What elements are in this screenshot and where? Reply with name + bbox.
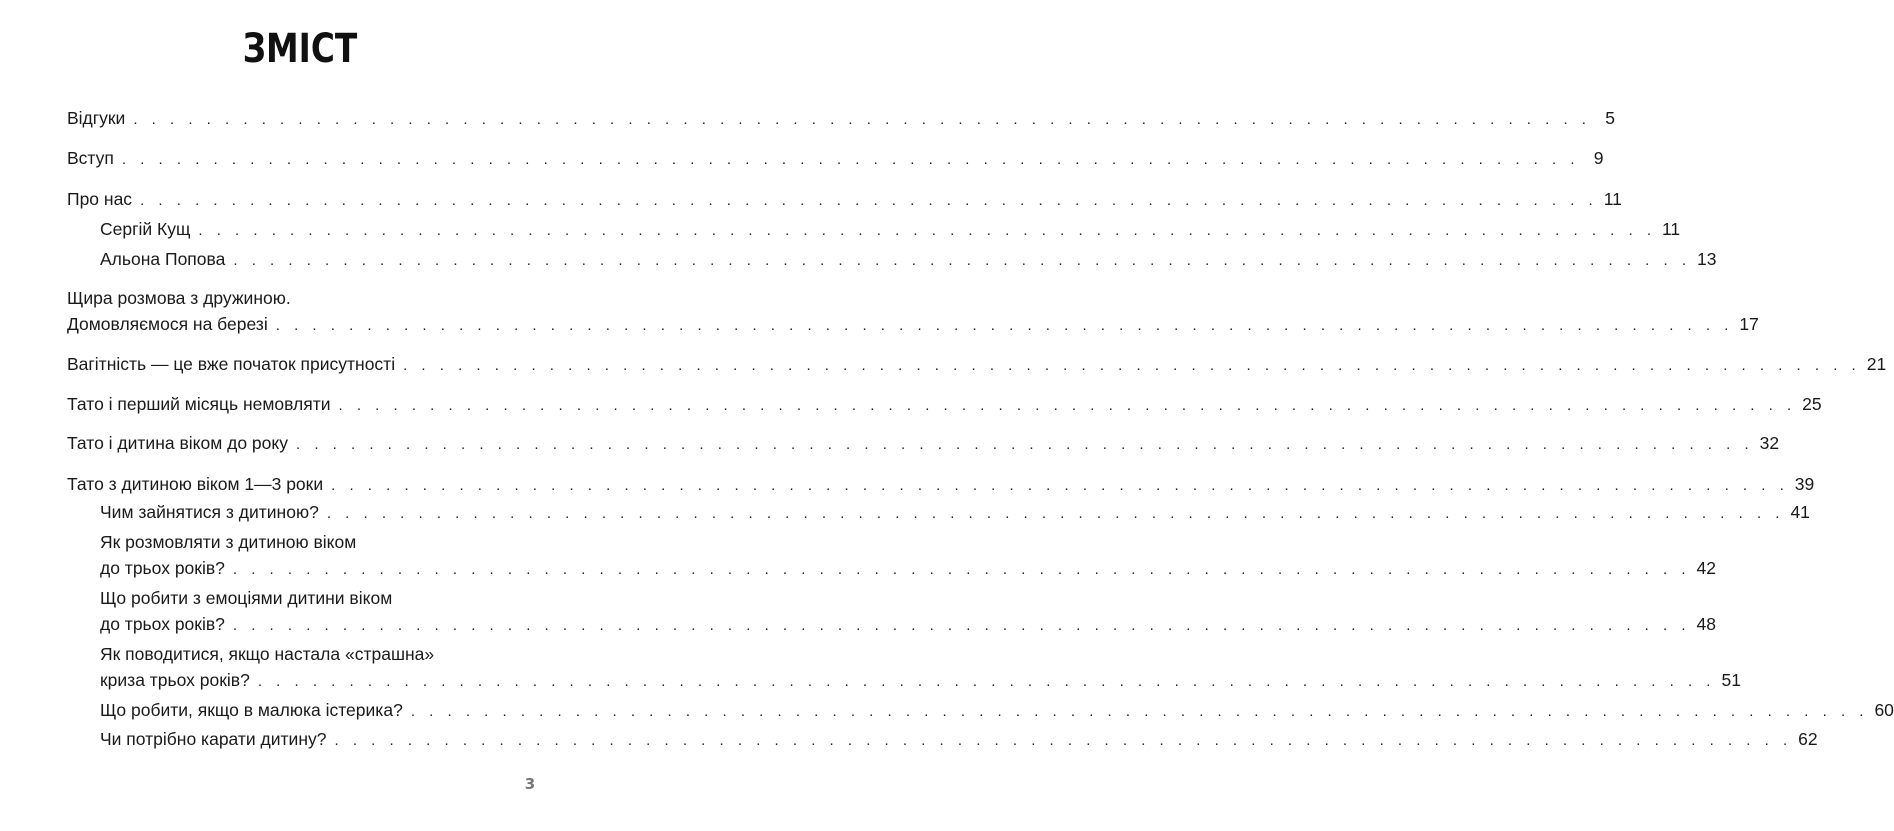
toc-line xyxy=(100,609,1716,639)
toc-line xyxy=(67,143,1604,173)
toc-line xyxy=(100,497,1810,527)
toc-entry-title: Тато і дитина віком до року xyxy=(67,433,288,453)
toc-page-number: 39 xyxy=(1794,474,1815,494)
dot-leader: . . . . . . . . . . . . . . . . . . . . . . . . . . . . . . . . . . . . . . . . . . . . . . . . . . . . . . . . . . . . . . . . . . . . . . . . . . . . . . . . xyxy=(121,151,1580,168)
dot-leader: . . . . . . . . . . . . . . . . . . . . . . . . . . . . . . . . . . . . . . . . . . . . . . . . . . . . . . . . . . . . . . . . . . . . . . . . . . . . . . . . xyxy=(334,732,1793,749)
toc-entry-title: Що робити з емоціями дитини віком xyxy=(100,588,393,608)
toc-line xyxy=(100,214,1681,244)
toc-page-number: 11 xyxy=(1662,219,1681,239)
toc-page-number: 51 xyxy=(1721,670,1741,690)
toc-entry-title: Сергій Кущ xyxy=(100,219,191,239)
toc-entry-title: криза трьох років? xyxy=(100,670,250,690)
toc-line xyxy=(100,244,1717,274)
toc-entry-title: Тато і перший місяць немовляти xyxy=(67,394,331,414)
dot-leader: . . . . . . . . . . . . . . . . . . . . . . . . . . . . . . . . . . . . . . . . . . . . . . . . . . . . . . . . . . . . . . . . . . . . . . . . . . . . . . . . xyxy=(403,357,1861,374)
dot-leader: . . . . . . . . . . . . . . . . . . . . . . . . . . . . . . . . . . . . . . . . . . . . . . . . . . . . . . . . . . . . . . . . . . . . . . . . . . . . . . . . xyxy=(338,397,1797,414)
toc-line xyxy=(67,428,1780,458)
toc-entry-title: до трьох років? xyxy=(100,558,225,578)
toc-page-number: 62 xyxy=(1798,729,1818,749)
toc-page-number: 42 xyxy=(1696,558,1716,578)
dot-leader: . . . . . . . . . . . . . . . . . . . . . . . . . . . . . . . . . . . . . . . . . . . . . . . . . . . . . . . . . . . . . . . . . . . . . . . . . . . . . . . . xyxy=(198,222,1656,239)
toc-line xyxy=(100,553,1716,583)
dot-leader: . . . . . . . . . . . . . . . . . . . . . . . . . . . . . . . . . . . . . . . . . . . . . . . . . . . . . . . . . . . . . . . . . . . . . . . . . . . . . . . . xyxy=(232,561,1691,578)
toc-entry-title: Альона Попова xyxy=(100,249,226,269)
page-title: ЗМІСТ xyxy=(242,26,358,72)
toc-line xyxy=(100,724,1818,754)
toc-page-number: 32 xyxy=(1759,433,1780,453)
toc-entry-title: до трьох років? xyxy=(100,614,225,634)
toc-line xyxy=(67,469,1815,499)
toc-entry-title: Що робити, якщо в малюка істерика? xyxy=(100,700,403,720)
toc-line xyxy=(67,389,1822,419)
toc-line xyxy=(67,309,1759,339)
dot-leader: . . . . . . . . . . . . . . . . . . . . . . . . . . . . . . . . . . . . . . . . . . . . . . . . . . . . . . . . . . . . . . . . . . . . . . . . . . . . . . . . xyxy=(326,505,1785,522)
dot-leader: . . . . . . . . . . . . . . . . . . . . . . . . . . . . . . . . . . . . . . . . . . . . . . . . . . . . . . . . . . . . . . . . . . . . . . . . . . . . . . . . xyxy=(140,192,1598,209)
toc-line xyxy=(100,665,1741,695)
toc-entry-title: Про нас xyxy=(67,189,133,209)
dot-leader: . . . . . . . . . . . . . . . . . . . . . . . . . . . . . . . . . . . . . . . . . . . . . . . . . . . . . . . . . . . . . . . . . . . . . . . . . . . . . . . . xyxy=(133,111,1591,128)
page-number: 3 xyxy=(524,775,536,793)
toc-page-number: 13 xyxy=(1697,249,1717,269)
toc-entry-title: Вагітність — це вже початок присутності xyxy=(67,354,396,374)
dot-leader: . . . . . . . . . . . . . . . . . . . . . . . . . . . . . . . . . . . . . . . . . . . . . . . . . . . . . . . . . . . . . . . . . . . . . . . . . . . . . . . . xyxy=(410,703,1869,720)
toc-page-number: 11 xyxy=(1603,189,1622,209)
toc-line xyxy=(67,349,1887,379)
toc-page-number: 48 xyxy=(1696,614,1716,634)
dot-leader: . . . . . . . . . . . . . . . . . . . . . . . . . . . . . . . . . . . . . . . . . . . . . . . . . . . . . . . . . . . . . . . . . . . . . . . . . . . . . . . . xyxy=(331,477,1789,494)
toc-page-number: 25 xyxy=(1802,394,1822,414)
toc-entry-title: Як розмовляти з дитиною віком xyxy=(100,532,357,552)
toc-entry-title: Домовляємося на березі xyxy=(67,314,268,334)
toc-line xyxy=(67,184,1622,214)
toc-line xyxy=(100,695,1894,725)
toc-entry-title: Вступ xyxy=(67,148,114,168)
dot-leader: . . . . . . . . . . . . . . . . . . . . . . . . . . . . . . . . . . . . . . . . . . . . . . . . . . . . . . . . . . . . . . . . . . . . . . . . . . . . . . . . xyxy=(232,617,1691,634)
dot-leader: . . . . . . . . . . . . . . . . . . . . . . . . . . . . . . . . . . . . . . . . . . . . . . . . . . . . . . . . . . . . . . . . . . . . . . . . . . . . . . . . xyxy=(233,252,1691,269)
dot-leader: . . . . . . . . . . . . . . . . . . . . . . . . . . . . . . . . . . . . . . . . . . . . . . . . . . . . . . . . . . . . . . . . . . . . . . . . . . . . . . . . xyxy=(257,673,1716,690)
toc-page-number: 60 xyxy=(1874,700,1894,720)
toc-entry-title: Відгуки xyxy=(67,108,126,128)
toc-entry-title: Тато з дитиною віком 1—3 роки xyxy=(67,474,324,494)
toc-page-number: 5 xyxy=(1605,108,1615,128)
toc-entry-title: Чим зайнятися з дитиною? xyxy=(100,502,319,522)
toc-entry-title: Щира розмова з дружиною. xyxy=(67,288,291,308)
toc-entry-title: Як поводитися, якщо настала «страшна» xyxy=(100,644,435,664)
toc-entry-title: Чи потрібно карати дитину? xyxy=(100,729,327,749)
dot-leader: . . . . . . . . . . . . . . . . . . . . . . . . . . . . . . . . . . . . . . . . . . . . . . . . . . . . . . . . . . . . . . . . . . . . . . . . . . . . . . . . xyxy=(275,317,1734,334)
toc-page-number: 17 xyxy=(1739,314,1759,334)
toc-page-number: 9 xyxy=(1593,148,1604,168)
toc-page-number: 41 xyxy=(1790,502,1810,522)
toc-page-number: 21 xyxy=(1866,354,1887,374)
toc-line xyxy=(67,103,1615,133)
dot-leader: . . . . . . . . . . . . . . . . . . . . . . . . . . . . . . . . . . . . . . . . . . . . . . . . . . . . . . . . . . . . . . . . . . . . . . . . . . . . . . . . xyxy=(296,436,1754,453)
